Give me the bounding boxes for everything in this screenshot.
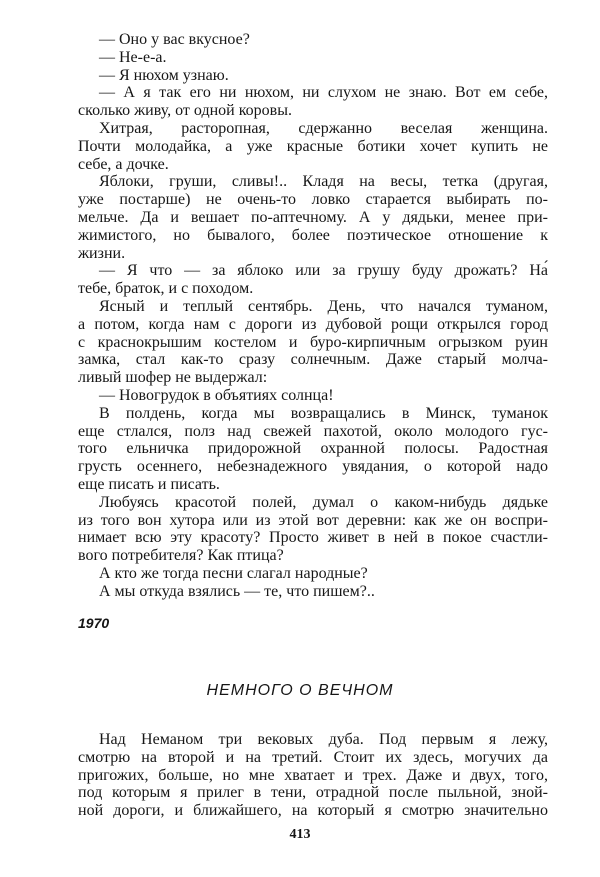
paragraph [78, 494, 548, 565]
text-line: мельче. Да и вешает по-аптечному. А у дядьки, менее при- [78, 208, 548, 226]
paragraph [78, 405, 548, 494]
text-line: ливый шофер не выдержал: [78, 369, 268, 387]
text-line: Над Неманом три вековых дуба. Под первым я лежу, [99, 731, 548, 748]
text-line: — Не-е-а. [99, 48, 167, 66]
text-line: В полдень, когда мы возвращались в Минск, туманок [99, 404, 548, 422]
paragraph [78, 583, 548, 601]
paragraph [78, 31, 548, 49]
text-line: сколько живу, от одной коровы. [78, 102, 292, 120]
text-line: А мы откуда взялись — те, что пишем?.. [99, 582, 375, 600]
text-line: ной дороги, и ближайшего, на который я смотрю значительно [78, 802, 548, 820]
paragraph [78, 67, 548, 85]
text-line: Почти молодайка, а уже красные ботики хочет купить не [78, 137, 548, 155]
text-line: Любуясь красотой полей, думал о каком-нибудь дядьке [99, 493, 548, 511]
text-line: Яблоки, груши, сливы!.. Кладя на весы, тетка (другая, [99, 173, 548, 191]
paragraph [78, 387, 548, 405]
paragraph [78, 173, 548, 262]
text-line: Ясный и теплый сентябрь. День, что начался туманом, [99, 297, 548, 315]
text-line: из того вон хутора или из этой вот деревни: как же он воспри- [78, 511, 548, 529]
text-line: Хитрая, расторопная, сдержанно веселая женщина. [99, 119, 548, 137]
text-line: а потом, когда нам с дороги из дубовой рощи открылся город [78, 315, 548, 333]
text-line: — Оно у вас вкусное? [99, 31, 250, 48]
text-line: с краснокрышим костелом и буро-кирпичным огрызком руин [78, 333, 548, 351]
page-number: 413 [289, 827, 311, 842]
paragraph [78, 84, 548, 120]
paragraph [78, 731, 548, 820]
chapter-heading: НЕМНОГО О ВЕЧНОМ [206, 682, 394, 699]
text-line: себе, а дочке. [78, 155, 169, 173]
text-line: — Новогрудок в объятиях солнца! [99, 386, 334, 404]
text-line: уже постарше) не очень-то ловко старается выбирать по- [78, 191, 548, 209]
text-line: — Я нюхом узнаю. [99, 66, 229, 84]
paragraph [78, 262, 548, 298]
paragraph [78, 565, 548, 583]
text-line: еще стлался, полз над свежей пахотой, около молодого гус- [78, 422, 548, 440]
paragraph [78, 120, 548, 173]
body-text-section-2 [78, 731, 548, 820]
paragraph [78, 49, 548, 67]
body-text-section-1 [78, 31, 548, 601]
text-line: — Я что — за яблоко или за грушу буду дрожать? На́ [99, 262, 548, 280]
text-line: грусть осеннего, небезнадежного увядания, о которой надо [78, 458, 548, 476]
text-line: жимистого, но бывалого, более поэтическое отношение к [78, 226, 548, 244]
text-line: — А я так его ни нюхом, ни слухом не знаю. Вот ем себе, [99, 84, 548, 102]
text-line: замка, стал как-то сразу солнечным. Даже старый молча- [78, 351, 548, 369]
text-line: смотрю на второй и на третий. Стоит их здесь, могучих да [78, 748, 548, 766]
date-line: 1970 [78, 615, 110, 631]
paragraph [78, 298, 548, 387]
text-line: того ельничка придорожной охранной полосы. Радостная [78, 440, 548, 458]
text-line: пригожих, больше, но мне хватает и трех. Даже и двух, того, [78, 766, 548, 784]
text-line: еще писать и писать. [78, 475, 220, 493]
text-line: нимает всю эту красоту? Просто живет в ней в покое счастли- [78, 529, 548, 547]
text-line: вого потребителя? Как птица? [78, 547, 284, 565]
text-line: А кто же тогда песни слагал народные? [99, 564, 368, 582]
text-line: под которым я прилег в тени, отрадной после пыльной, зной- [78, 784, 548, 802]
text-line: жизни. [78, 244, 126, 262]
text-line: тебе, браток, и с походом. [78, 280, 254, 298]
